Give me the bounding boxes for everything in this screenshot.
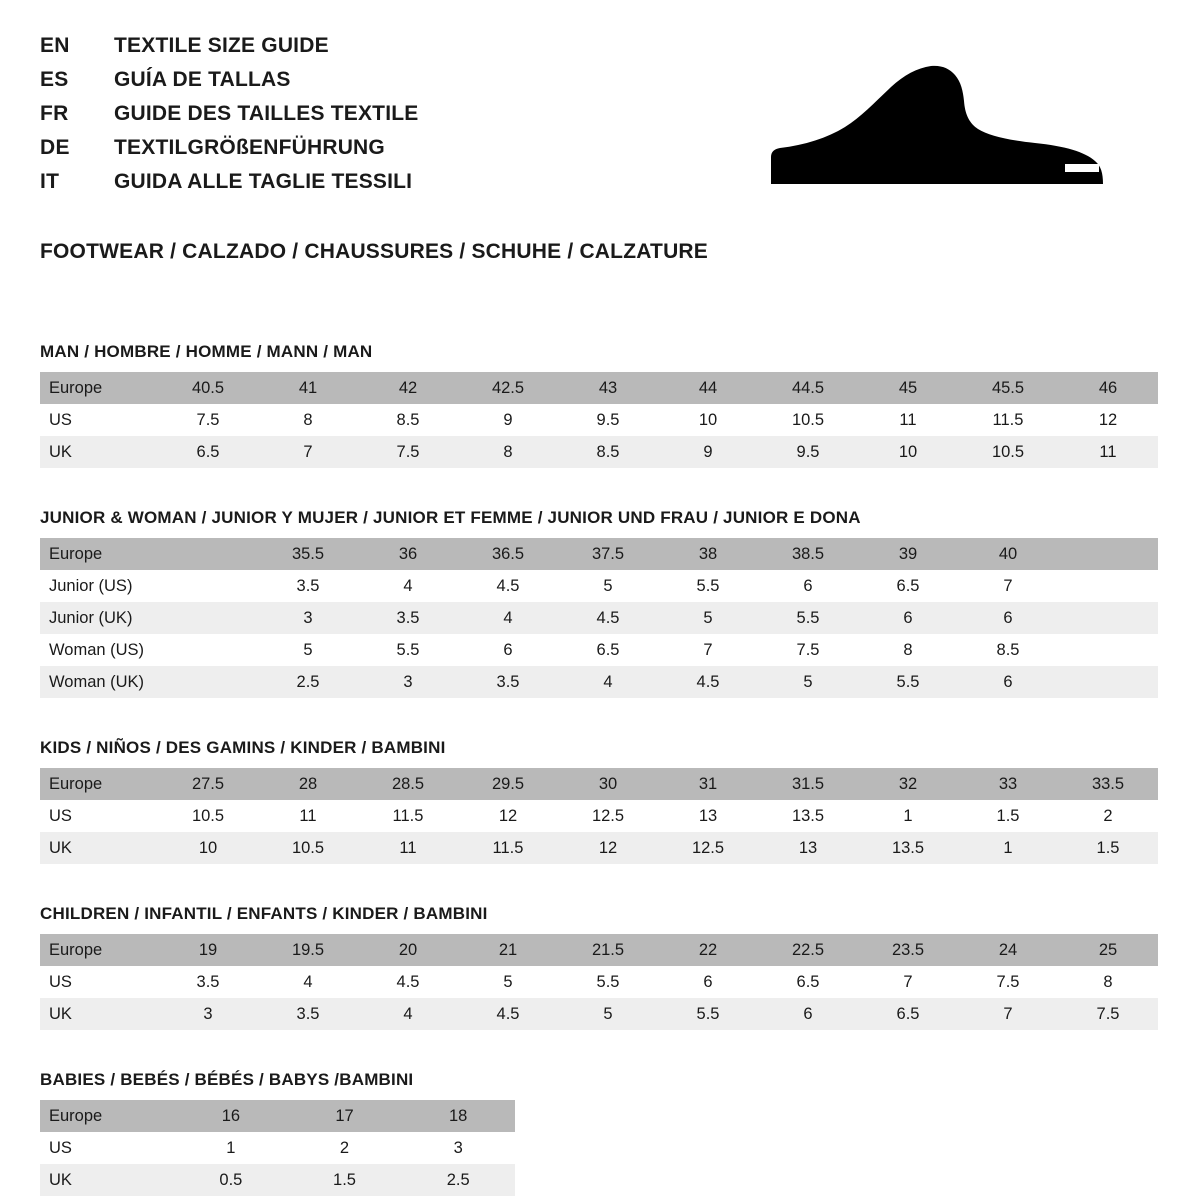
table-row: [40, 768, 1158, 800]
cell: 6.5: [558, 634, 658, 666]
cell: 2.5: [401, 1164, 515, 1196]
language-title: GUIDE DES TAILLES TEXTILE: [114, 102, 419, 125]
size-table-babies: [40, 1100, 515, 1196]
table-row: [40, 1100, 515, 1132]
cell: 5.5: [858, 666, 958, 698]
cell: 11.5: [358, 800, 458, 832]
table-row: [40, 602, 1158, 634]
cell: 5.5: [358, 634, 458, 666]
table-row: [40, 998, 1158, 1030]
row-label: UK: [40, 1164, 174, 1196]
page-header: [40, 34, 1160, 204]
cell: 13: [658, 800, 758, 832]
cell: 31.5: [758, 768, 858, 800]
cell: 12: [1058, 404, 1158, 436]
cell: 10.5: [958, 436, 1058, 468]
cell: 28.5: [358, 768, 458, 800]
table-block-kids: [40, 738, 1160, 864]
cell: 11: [258, 800, 358, 832]
size-table-junior-woman: [40, 538, 1158, 698]
cell: 6.5: [858, 998, 958, 1030]
table-row: [40, 800, 1158, 832]
language-code: IT: [40, 170, 60, 193]
cell: [1058, 634, 1158, 666]
cell: 4.5: [358, 966, 458, 998]
cell: 8: [258, 404, 358, 436]
cell: 5: [258, 634, 358, 666]
dress-shoe-icon: [765, 64, 1105, 199]
cell: 32: [858, 768, 958, 800]
cell: 7: [258, 436, 358, 468]
cell: 25: [1058, 934, 1158, 966]
cell: 9: [458, 404, 558, 436]
table-caption: BABIES / BEBÉS / BÉBÉS / BABYS /BAMBINI: [40, 1070, 414, 1089]
cell: 2: [1058, 800, 1158, 832]
cell: 5.5: [658, 998, 758, 1030]
cell: 38.5: [758, 538, 858, 570]
cell: 8.5: [958, 634, 1058, 666]
cell: 5: [558, 570, 658, 602]
cell: 6.5: [158, 436, 258, 468]
language-title: GUÍA DE TALLAS: [114, 68, 291, 91]
cell: 42: [358, 372, 458, 404]
cell: 12: [558, 832, 658, 864]
cell: 5: [758, 666, 858, 698]
language-title: TEXTILE SIZE GUIDE: [114, 34, 329, 57]
table-block-babies: [40, 1070, 1160, 1196]
cell: 1.5: [958, 800, 1058, 832]
cell: 2.5: [258, 666, 358, 698]
cell: 1: [958, 832, 1058, 864]
language-title: GUIDA ALLE TAGLIE TESSILI: [114, 170, 413, 193]
cell: 6: [758, 570, 858, 602]
cell: 39: [858, 538, 958, 570]
cell: 40.5: [158, 372, 258, 404]
row-label: Europe: [40, 538, 158, 570]
table-row: [40, 966, 1158, 998]
cell: 1.5: [1058, 832, 1158, 864]
language-row: [40, 68, 418, 102]
cell: 5: [658, 602, 758, 634]
cell: 27.5: [158, 768, 258, 800]
cell: 9: [658, 436, 758, 468]
cell: 21.5: [558, 934, 658, 966]
cell: 12.5: [658, 832, 758, 864]
cell: 3: [158, 998, 258, 1030]
cell: [1058, 602, 1158, 634]
cell: [158, 634, 258, 666]
language-row: [40, 170, 418, 204]
cell: 9.5: [558, 404, 658, 436]
cell: 43: [558, 372, 658, 404]
cell: 6: [858, 602, 958, 634]
cell: 4: [458, 602, 558, 634]
language-row: [40, 102, 418, 136]
table-block-junior-woman: [40, 508, 1160, 698]
cell: 10.5: [158, 800, 258, 832]
cell: 13: [758, 832, 858, 864]
cell: 17: [288, 1100, 402, 1132]
cell: [1058, 538, 1158, 570]
cell: 10: [658, 404, 758, 436]
cell: [1058, 666, 1158, 698]
table-row: [40, 404, 1158, 436]
cell: 4: [558, 666, 658, 698]
cell: 8: [858, 634, 958, 666]
cell: 1: [174, 1132, 288, 1164]
cell: 1.5: [288, 1164, 402, 1196]
cell: 11: [1058, 436, 1158, 468]
cell: 35.5: [258, 538, 358, 570]
cell: 24: [958, 934, 1058, 966]
cell: 16: [174, 1100, 288, 1132]
cell: 36.5: [458, 538, 558, 570]
table-row: [40, 634, 1158, 666]
table-row: [40, 934, 1158, 966]
cell: 6.5: [858, 570, 958, 602]
cell: 3: [358, 666, 458, 698]
language-code: FR: [40, 102, 69, 125]
cell: 3.5: [258, 998, 358, 1030]
cell: 45: [858, 372, 958, 404]
table-row: [40, 570, 1158, 602]
cell: 7.5: [758, 634, 858, 666]
cell: 13.5: [858, 832, 958, 864]
table-caption: MAN / HOMBRE / HOMME / MANN / MAN: [40, 342, 373, 361]
cell: 3.5: [458, 666, 558, 698]
cell: 7.5: [158, 404, 258, 436]
cell: 11.5: [958, 404, 1058, 436]
cell: 22.5: [758, 934, 858, 966]
cell: 13.5: [758, 800, 858, 832]
cell: 2: [288, 1132, 402, 1164]
cell: 10: [858, 436, 958, 468]
cell: 33: [958, 768, 1058, 800]
cell: 29.5: [458, 768, 558, 800]
size-table-man: [40, 372, 1158, 468]
cell: 6: [458, 634, 558, 666]
cell: 5.5: [758, 602, 858, 634]
cell: 0.5: [174, 1164, 288, 1196]
cell: 6: [758, 998, 858, 1030]
row-label: US: [40, 966, 158, 998]
table-caption: CHILDREN / INFANTIL / ENFANTS / KINDER / BAMBINI: [40, 904, 488, 923]
language-code: ES: [40, 68, 69, 91]
cell: 3.5: [258, 570, 358, 602]
cell: 38: [658, 538, 758, 570]
cell: 11: [358, 832, 458, 864]
cell: 4: [358, 998, 458, 1030]
cell: 45.5: [958, 372, 1058, 404]
cell: 10.5: [758, 404, 858, 436]
cell: [158, 602, 258, 634]
table-block-man: [40, 342, 1160, 468]
category-title: FOOTWEAR / CALZADO / CHAUSSURES / SCHUHE / CALZATURE: [40, 240, 709, 263]
cell: 7: [858, 966, 958, 998]
table-row: [40, 1132, 515, 1164]
row-label: US: [40, 404, 158, 436]
cell: 46: [1058, 372, 1158, 404]
cell: 4: [258, 966, 358, 998]
cell: 7.5: [358, 436, 458, 468]
cell: 6: [958, 666, 1058, 698]
row-label: US: [40, 1132, 174, 1164]
cell: [1058, 570, 1158, 602]
cell: 4.5: [658, 666, 758, 698]
cell: 7: [958, 570, 1058, 602]
cell: 5: [558, 998, 658, 1030]
cell: 30: [558, 768, 658, 800]
cell: 20: [358, 934, 458, 966]
row-label: Junior (UK): [40, 602, 158, 634]
cell: 10: [158, 832, 258, 864]
language-title: TEXTILGRÖßENFÜHRUNG: [114, 136, 385, 159]
language-row: [40, 136, 418, 170]
cell: 11.5: [458, 832, 558, 864]
cell: 5.5: [658, 570, 758, 602]
cell: 4: [358, 570, 458, 602]
cell: 8: [1058, 966, 1158, 998]
cell: 8.5: [358, 404, 458, 436]
row-label: US: [40, 800, 158, 832]
cell: 22: [658, 934, 758, 966]
language-row: [40, 34, 418, 68]
row-label: UK: [40, 832, 158, 864]
cell: 11: [858, 404, 958, 436]
cell: 28: [258, 768, 358, 800]
cell: [158, 666, 258, 698]
cell: 6: [958, 602, 1058, 634]
cell: 4.5: [458, 998, 558, 1030]
cell: 42.5: [458, 372, 558, 404]
row-label: Junior (US): [40, 570, 158, 602]
cell: 18: [401, 1100, 515, 1132]
cell: 3: [401, 1132, 515, 1164]
language-code: DE: [40, 136, 70, 159]
cell: 8: [458, 436, 558, 468]
cell: 31: [658, 768, 758, 800]
row-label: Europe: [40, 1100, 174, 1132]
cell: 12.5: [558, 800, 658, 832]
cell: 33.5: [1058, 768, 1158, 800]
row-label: UK: [40, 998, 158, 1030]
table-row: [40, 666, 1158, 698]
cell: 7.5: [958, 966, 1058, 998]
cell: 7: [958, 998, 1058, 1030]
cell: 44.5: [758, 372, 858, 404]
cell: 6.5: [758, 966, 858, 998]
row-label: Europe: [40, 934, 158, 966]
cell: 5.5: [558, 966, 658, 998]
cell: 7.5: [1058, 998, 1158, 1030]
cell: 5: [458, 966, 558, 998]
size-table-children: [40, 934, 1158, 1030]
table-caption: JUNIOR & WOMAN / JUNIOR Y MUJER / JUNIOR ET FEMME / JUNIOR UND FRAU / JUNIOR E DONA: [40, 508, 861, 527]
size-table-kids: [40, 768, 1158, 864]
cell: 1: [858, 800, 958, 832]
cell: [158, 538, 258, 570]
cell: 3: [258, 602, 358, 634]
row-label: Woman (US): [40, 634, 158, 666]
row-label: UK: [40, 436, 158, 468]
table-row: [40, 372, 1158, 404]
cell: 19: [158, 934, 258, 966]
cell: 3.5: [158, 966, 258, 998]
cell: 12: [458, 800, 558, 832]
cell: 4.5: [558, 602, 658, 634]
row-label: Europe: [40, 372, 158, 404]
cell: 3.5: [358, 602, 458, 634]
cell: 41: [258, 372, 358, 404]
cell: 7: [658, 634, 758, 666]
table-row: [40, 436, 1158, 468]
cell: 21: [458, 934, 558, 966]
table-caption: KIDS / NIÑOS / DES GAMINS / KINDER / BAMBINI: [40, 738, 446, 757]
row-label: Woman (UK): [40, 666, 158, 698]
cell: 36: [358, 538, 458, 570]
cell: 8.5: [558, 436, 658, 468]
table-row: [40, 538, 1158, 570]
cell: 9.5: [758, 436, 858, 468]
language-code: EN: [40, 34, 70, 57]
cell: 40: [958, 538, 1058, 570]
cell: 10.5: [258, 832, 358, 864]
table-row: [40, 1164, 515, 1196]
cell: 4.5: [458, 570, 558, 602]
cell: 6: [658, 966, 758, 998]
table-block-children: [40, 904, 1160, 1030]
cell: 23.5: [858, 934, 958, 966]
cell: 44: [658, 372, 758, 404]
cell: 37.5: [558, 538, 658, 570]
row-label: Europe: [40, 768, 158, 800]
table-row: [40, 832, 1158, 864]
cell: 19.5: [258, 934, 358, 966]
language-title-list: [40, 34, 418, 204]
cell: [158, 570, 258, 602]
